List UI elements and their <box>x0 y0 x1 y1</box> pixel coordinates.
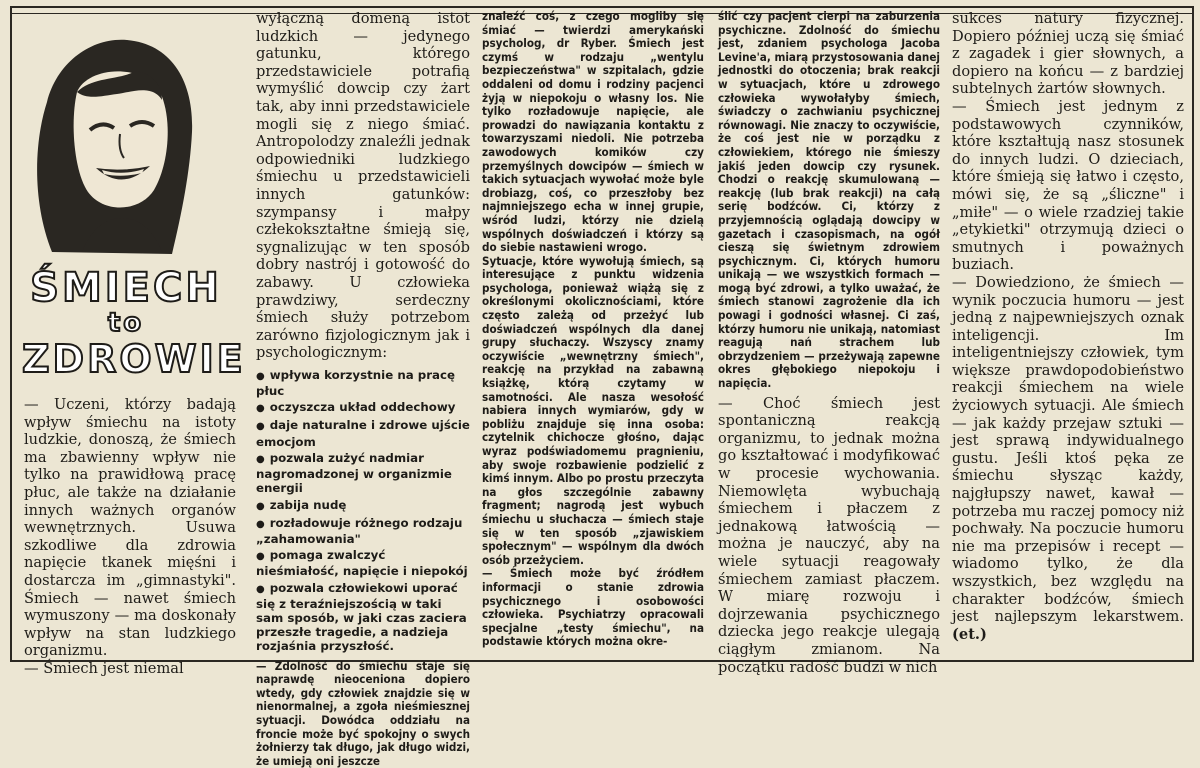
list-item: ● wpływa korzystnie na pracę płuc <box>256 368 470 398</box>
list-item: ● pozwala człowiekowi uporać się z teraźniejszością w taki sam sposób, w jaki czas zaciera przeszłe tragedie, a nadzieja rozjaśnia przyszłość. <box>256 581 470 654</box>
article-title <box>22 265 246 388</box>
paragraph <box>952 274 1184 643</box>
column-1 <box>24 396 236 677</box>
list-item: ● pomaga zwalczyć nieśmiałość, napięcie i niepokój <box>256 548 470 578</box>
benefits-list <box>256 368 470 654</box>
list-item: ● daje naturalne i zdrowe ujście emocjom <box>256 418 470 448</box>
column-5 <box>952 10 1184 660</box>
column-2 <box>256 10 470 768</box>
paragraph: sukces natury fizycznej. Dopiero później uczą się śmiać z zagadek i gier słownych, a dopiero na końcu — z bardziej subtelnych żartów słownych. <box>952 10 1184 98</box>
paragraph: — Śmiech może być źródłem informacji o stanie zdrowia psychicznego i osobowości człowieka. Psychiatrzy opracowali specjalne „testy śmiechu", na podstawie których można okre- <box>482 566 704 649</box>
laughing-woman-illustration <box>22 22 202 258</box>
paragraph: — Śmiech jest jednym z podstawowych czynników, które kształtują nasz stosunek do innych ludzi. O dzieciach, które śmieją się łatwo i często, mówi się, że są „śliczne" i „miłe" — o wiele rzadziej takie „etykietki" otrzymują dzieci o smutnych i poważnych buziach. <box>952 97 1184 274</box>
title-line-2: to <box>107 308 145 338</box>
paragraph: — Choć śmiech jest spontaniczną reakcją organizmu, to jednak można go kształtować i modyfikować w procesie wychowania. Niemowlęta wybuchają śmiechem i płaczem z jednakową łatwością — można je nauczyć, aby na wiele sytuacji reagowały śmiechem zamiast płaczem. W miarę rozwoju i dojrzewania psychicznego dziecka jego reakcje ulegają ciągłym zmianom. Na początku radość budzi w nich <box>718 394 940 676</box>
column-4 <box>718 9 940 676</box>
list-item: ● zabija nudę <box>256 498 470 514</box>
paragraph: wyłączną domeną istot ludzkich — jedynego gatunku, którego przedstawiciele potrafią wymyślić dowcip czy żart tak, aby inni przedstawiciele mogli się z niego śmiać. Antropolodzy znaleźli jednak odpowiedniki ludzkiego śmiechu u przedstawicieli innych gatunków: szympansy i małpy człekokształtne śmieją się, sygnalizując w ten sposób dobry nastrój i gotowość do zabawy. U człowieka prawdziwy, serdeczny śmiech służy potrzebom zarówno fizjologicznym jak i psychologicznym: <box>256 10 470 362</box>
paragraph: znaleźć coś, z czego mogliby się śmiać — twierdzi amerykański psycholog, dr Ryber. Śmiech jest czymś w rodzaju „wentylu bezpieczeństwa" w szpitalach, gdzie oddaleni od domu i rodziny pacjenci żyją w niepokoju o własny los. Nie tylko rozładowuje napięcie, ale prowadzi do nawiązania kontaktu z towarzyszami niedoli. Nie potrzeba zawodowych komików czy przemyślnych dowcipów — śmiech w takich sytuacjach wywołać może byle drobiazg, coś, co przeszłoby bez najmniejszego echa w innej grupie, wśród ludzi, którzy nie dzielą wspólnych doświadczeń i którzy są do siebie nastawieni wrogo. <box>482 9 704 255</box>
paragraph: Sytuacje, które wywołują śmiech, są interesujące z punktu widzenia psychologa, ponieważ wiążą się z określonymi okolicznościami, które często zależą od przeżyć lub doświadczeń wspólnych dla danej grupy słuchaczy. Wszyscy znamy oczywiście „wewnętrzny śmiech", reakcję na przykład na zabawną książkę, którą czytamy w samotności. Ale nasza wesołość nabiera innych wymiarów, gdy w pobliżu znajduje się inna osoba: czytelnik chichocze głośno, dając wyraz podświadomemu pragnieniu, aby swoje rozbawienie podzielić z kimś innym. Albo po prostu przeczyta na głos szczególnie zabawny fragment; nagrodą jest wybuch śmiechu u słuchacza — śmiech staje się w ten sposób „zjawiskiem społecznym" — wspólnym dla dwóch osób przeżyciem. <box>482 253 704 567</box>
author-signature: (et.) <box>952 625 987 643</box>
title-line-3: ZDROWIE <box>22 337 246 381</box>
list-item: ● rozładowuje różnego rodzaju „zahamowania" <box>256 516 470 546</box>
paragraph: — Zdolność do śmiechu staje się naprawdę nieoceniona dopiero wtedy, gdy człowiek znajdzie się w nienormalnej, a zgoła nieśmiesznej sytuacji. Dowódca oddziału na froncie może być spokojny o swych żołnierzy tak długo, jak długo widzi, że umieją oni jeszcze <box>256 658 470 768</box>
paragraph: — Uczeni, którzy badają wpływ śmiechu na istoty ludzkie, donoszą, że śmiech ma zbawienny wpływ nie tylko na prawidłową pracę płuc, ale także na działanie innych ważnych organów wewnętrznych. Usuwa szkodliwe dla zdrowia napięcie tkanek mięśni i dostarcza im „gimnastyki". Śmiech — nawet śmiech wymuszony — ma doskonały wpływ na stan ludzkiego organizmu. <box>24 396 236 660</box>
list-item: ● pozwala zużyć nadmiar nagromadzonej w organizmie energii <box>256 451 470 496</box>
title-line-1: ŚMIECH <box>30 265 222 311</box>
column-3 <box>482 10 704 660</box>
paragraph-text: — Dowiedziono, że śmiech — wynik poczucia humoru — jest jedną z najpewniejszych oznak inteligencji. Im inteligentniejszy człowiek, tym większe prawdopodobieństwo reakcji śmiechem na wiele życiowych sytuacji. Ale śmiech — jak każdy przejaw sztuki — jest sprawą indywidualnego gustu. Jeśli ktoś pęka ze śmiechu słysząc każdy, najgłupszy nawet, kawał — potrzeba mu raczej pomocy niż pochwały. Na poczucie humoru nie ma przepisów i recept — wiadomo tylko, że dla wszystkich, bez względu na charakter bodźców, śmiech jest najlepszym lekarstwem. <box>952 273 1184 626</box>
paragraph: — Śmiech jest niemal <box>24 659 184 677</box>
paragraph: ślić czy pacjent cierpi na zaburzenia psychiczne. Zdolność do śmiechu jest, zdaniem psychologa Jacoba Levine'a, miarą przystosowania danej jednostki do otoczenia; brak reakcji w sytuacjach, które u zdrowego człowieka wywołałyby śmiech, świadczy o zachwianiu psychicznej równowagi. Nie znaczy to oczywiście, że coś jest nie w porządku z człowiekiem, którego nie śmieszy jakiś jeden dowcip czy rysunek. Chodzi o reakcję skumulowaną — reakcję (lub brak reakcji) na całą serię bodźców. Ci, którzy z przyjemnością oglądają dowcipy w gazetach i czasopismach, na ogół cieszą się świetnym zdrowiem psychicznym. Ci, których humoru unikają — we wszystkich formach — mogą być zdrowi, a tylko uważać, że śmiech stanowi zagrożenie dla ich powagi i godności własnej. Ci zaś, którzy humoru nie unikają, natomiast reagują nań strachem lub obrzydzeniem — przeżywają zapewne okres głębokiego niepokoju i napięcia. <box>718 9 940 391</box>
list-item: ● oczyszcza układ oddechowy <box>256 400 470 416</box>
